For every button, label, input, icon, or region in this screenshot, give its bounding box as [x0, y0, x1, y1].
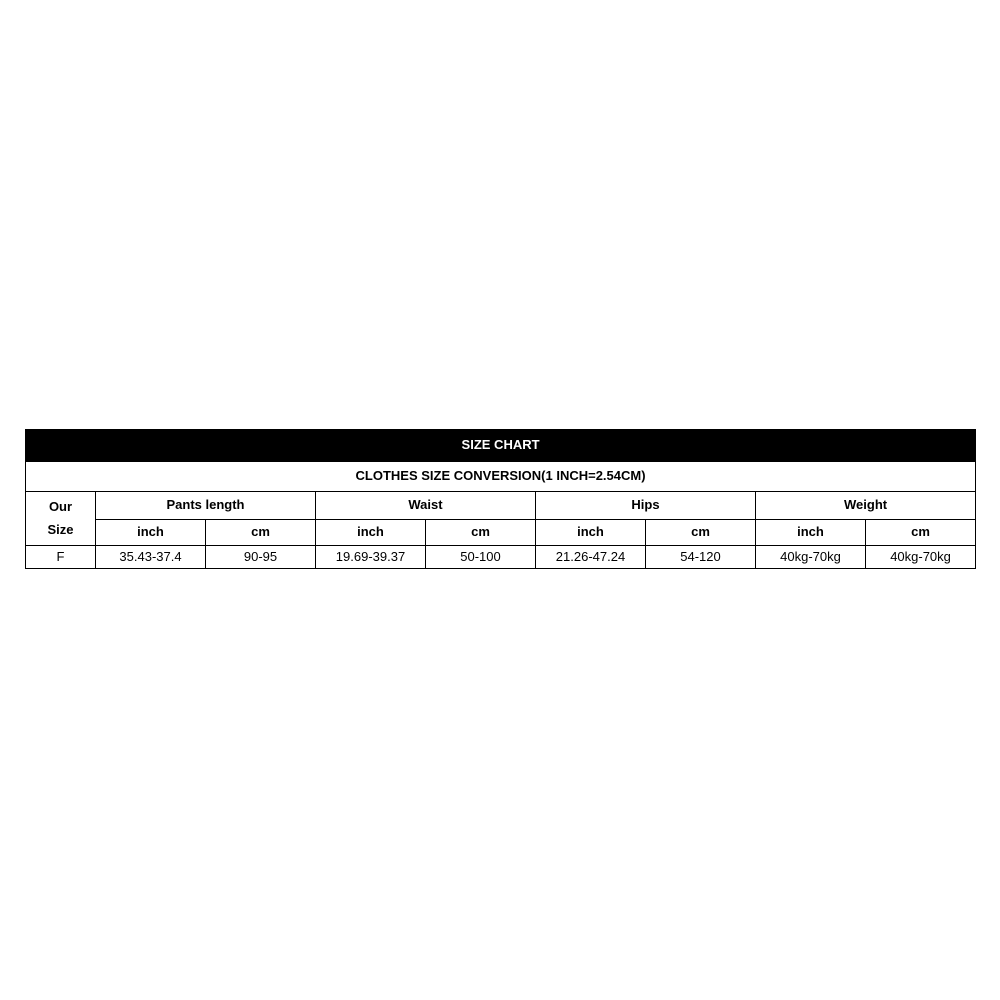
unit-header: inch: [756, 520, 866, 546]
our-size-header: [26, 492, 96, 546]
chart-title: SIZE CHART: [26, 430, 976, 462]
group-header-row: [26, 492, 976, 520]
group-header-waist: Waist: [316, 492, 536, 520]
unit-header: cm: [646, 520, 756, 546]
unit-header: cm: [206, 520, 316, 546]
unit-header: cm: [426, 520, 536, 546]
table-cell: 54-120: [646, 546, 756, 569]
table-row: [26, 546, 976, 569]
our-size-line1: Our: [48, 499, 73, 515]
unit-header: inch: [536, 520, 646, 546]
size-chart-table: [25, 429, 976, 569]
table-cell: 19.69-39.37: [316, 546, 426, 569]
table-cell: 90-95: [206, 546, 316, 569]
title-row: [26, 430, 976, 462]
group-header-weight: Weight: [756, 492, 976, 520]
group-header-pants-length: Pants length: [96, 492, 316, 520]
table-cell: 40kg-70kg: [756, 546, 866, 569]
table-cell: 35.43-37.4: [96, 546, 206, 569]
unit-header: inch: [96, 520, 206, 546]
conversion-row: [26, 462, 976, 492]
unit-header-row: [26, 520, 976, 546]
table-cell: 50-100: [426, 546, 536, 569]
table-cell: 40kg-70kg: [866, 546, 976, 569]
size-chart: [25, 429, 975, 569]
conversion-note: CLOTHES SIZE CONVERSION(1 INCH=2.54CM): [26, 462, 976, 492]
group-header-hips: Hips: [536, 492, 756, 520]
our-size-line2: Size: [47, 521, 74, 537]
table-cell: 21.26-47.24: [536, 546, 646, 569]
unit-header: inch: [316, 520, 426, 546]
size-cell: F: [26, 546, 96, 569]
unit-header: cm: [866, 520, 976, 546]
